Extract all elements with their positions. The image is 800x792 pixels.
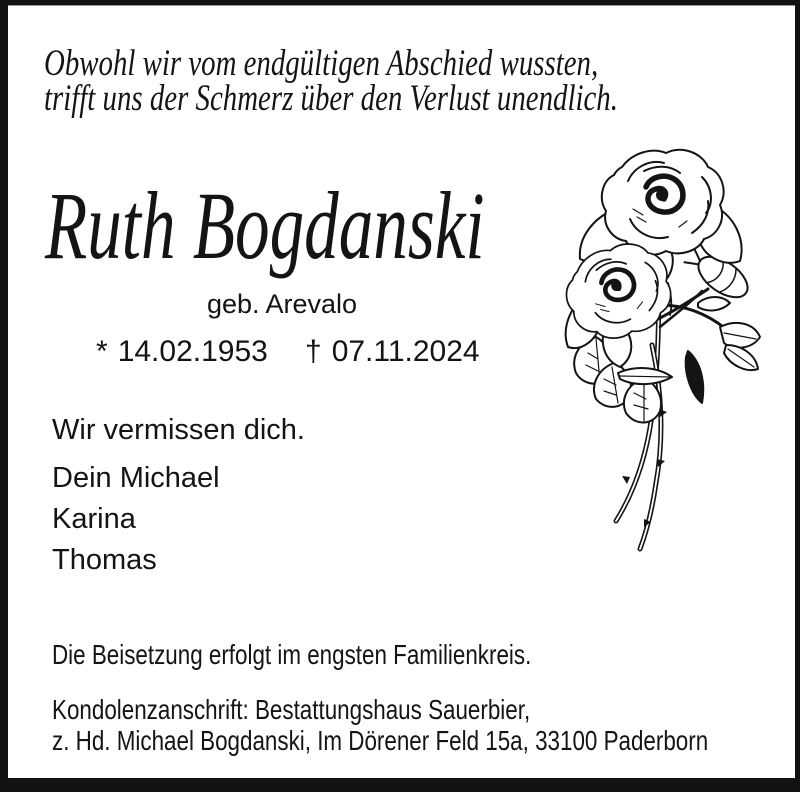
died-cross-symbol: †	[305, 335, 322, 368]
death-date-row	[305, 335, 480, 369]
death-date: 07.11.2024	[331, 335, 480, 368]
intro-line-1: Obwohl wir vom endgültigen Abschied wussten,	[44, 43, 599, 84]
intro-verse	[44, 43, 618, 119]
life-dates	[8, 335, 568, 375]
mourner-line: Karina	[52, 503, 136, 535]
birth-date: 14.02.1953	[117, 335, 268, 368]
mourner-line: Thomas	[52, 544, 157, 576]
condolence-address	[52, 694, 708, 756]
condolence-line-1: Kondolenzanschrift: Bestattungshaus Sauerbier,	[52, 694, 531, 725]
roses-illustration	[560, 147, 772, 559]
burial-note: Die Beisetzung erfolgt im engsten Familienkreis.	[52, 639, 532, 670]
intro-line-2: trifft uns der Schmerz über den Verlust unendlich.	[44, 78, 618, 119]
condolence-line-2: z. Hd. Michael Bogdanski, Im Dörener Feld 15a, 33100 Paderborn	[52, 725, 709, 756]
farewell-line: Wir vermissen dich.	[52, 414, 305, 446]
mourners-list	[52, 458, 220, 581]
birth-date-row	[96, 335, 268, 369]
maiden-name: geb. Arevalo	[206, 289, 358, 319]
mourner-line: Dein Michael	[52, 462, 220, 494]
born-symbol: *	[96, 335, 108, 368]
deceased-name: Ruth Bogdanski	[45, 172, 485, 279]
